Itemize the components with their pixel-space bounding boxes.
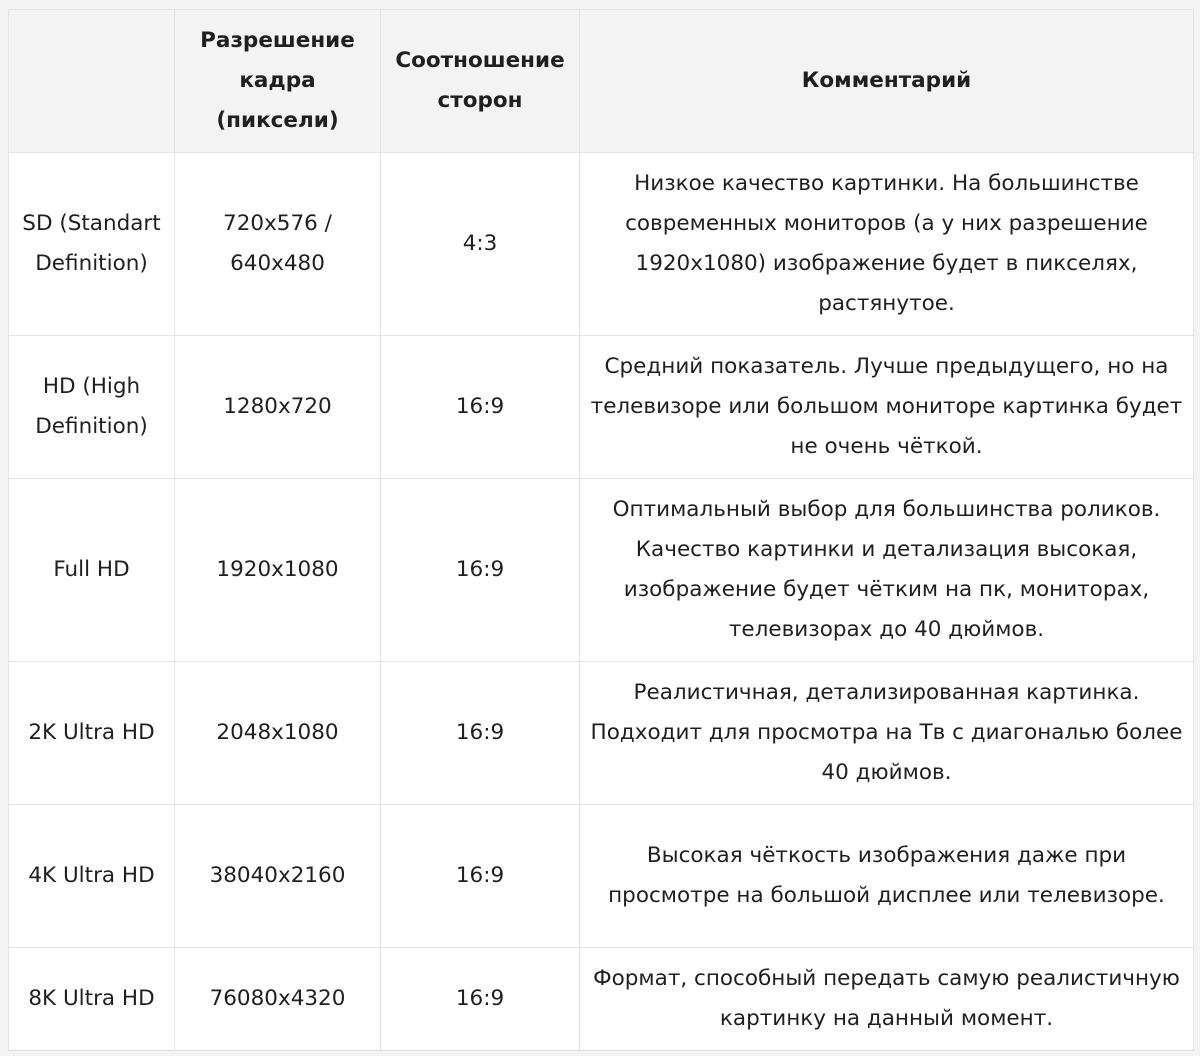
table-row: [9, 805, 1194, 948]
cell-ratio: 16:9: [381, 479, 580, 662]
header-format: [9, 10, 175, 153]
header-aspect-ratio: Соотношение сторон: [381, 10, 580, 153]
table-row: [9, 336, 1194, 479]
cell-format: SD (Standart Definition): [9, 153, 175, 336]
cell-resolution: 1280x720: [175, 336, 381, 479]
cell-ratio: 4:3: [381, 153, 580, 336]
cell-format: 8K Ultra HD: [9, 948, 175, 1051]
cell-ratio: 16:9: [381, 805, 580, 948]
cell-comment: Оптимальный выбор для большинства роликов. Качество картинки и детализация высокая, изображение будет чётким на пк, мониторах, телевизорах до 40 дюймов.: [580, 479, 1194, 662]
table-row: [9, 479, 1194, 662]
cell-format: Full HD: [9, 479, 175, 662]
cell-ratio: 16:9: [381, 662, 580, 805]
cell-comment: Низкое качество картинки. На большинстве современных мониторов (а у них разрешение 1920x1080) изображение будет в пикселях, растянутое.: [580, 153, 1194, 336]
cell-resolution: 2048x1080: [175, 662, 381, 805]
table-row: [9, 662, 1194, 805]
resolution-table: [8, 9, 1194, 1051]
cell-resolution: 720x576 / 640x480: [175, 153, 381, 336]
cell-comment: Формат, способный передать самую реалистичную картинку на данный момент.: [580, 948, 1194, 1051]
cell-comment: Реалистичная, детализированная картинка. Подходит для просмотра на Тв с диагональю более 40 дюймов.: [580, 662, 1194, 805]
header-comment: Комментарий: [580, 10, 1194, 153]
cell-ratio: 16:9: [381, 948, 580, 1051]
cell-format: 4K Ultra HD: [9, 805, 175, 948]
cell-comment: Высокая чёткость изображения даже при просмотре на большой дисплее или телевизоре.: [580, 805, 1194, 948]
header-resolution: Разрешение кадра (пиксели): [175, 10, 381, 153]
resolution-table-container: [8, 9, 1193, 1049]
cell-comment: Средний показатель. Лучше предыдущего, но на телевизоре или большом мониторе картинка будет не очень чёткой.: [580, 336, 1194, 479]
cell-resolution: 76080x4320: [175, 948, 381, 1051]
cell-format: 2K Ultra HD: [9, 662, 175, 805]
cell-resolution: 38040x2160: [175, 805, 381, 948]
table-header-row: [9, 10, 1194, 153]
cell-ratio: 16:9: [381, 336, 580, 479]
table-row: [9, 948, 1194, 1051]
table-row: [9, 153, 1194, 336]
cell-resolution: 1920x1080: [175, 479, 381, 662]
cell-format: HD (High Definition): [9, 336, 175, 479]
